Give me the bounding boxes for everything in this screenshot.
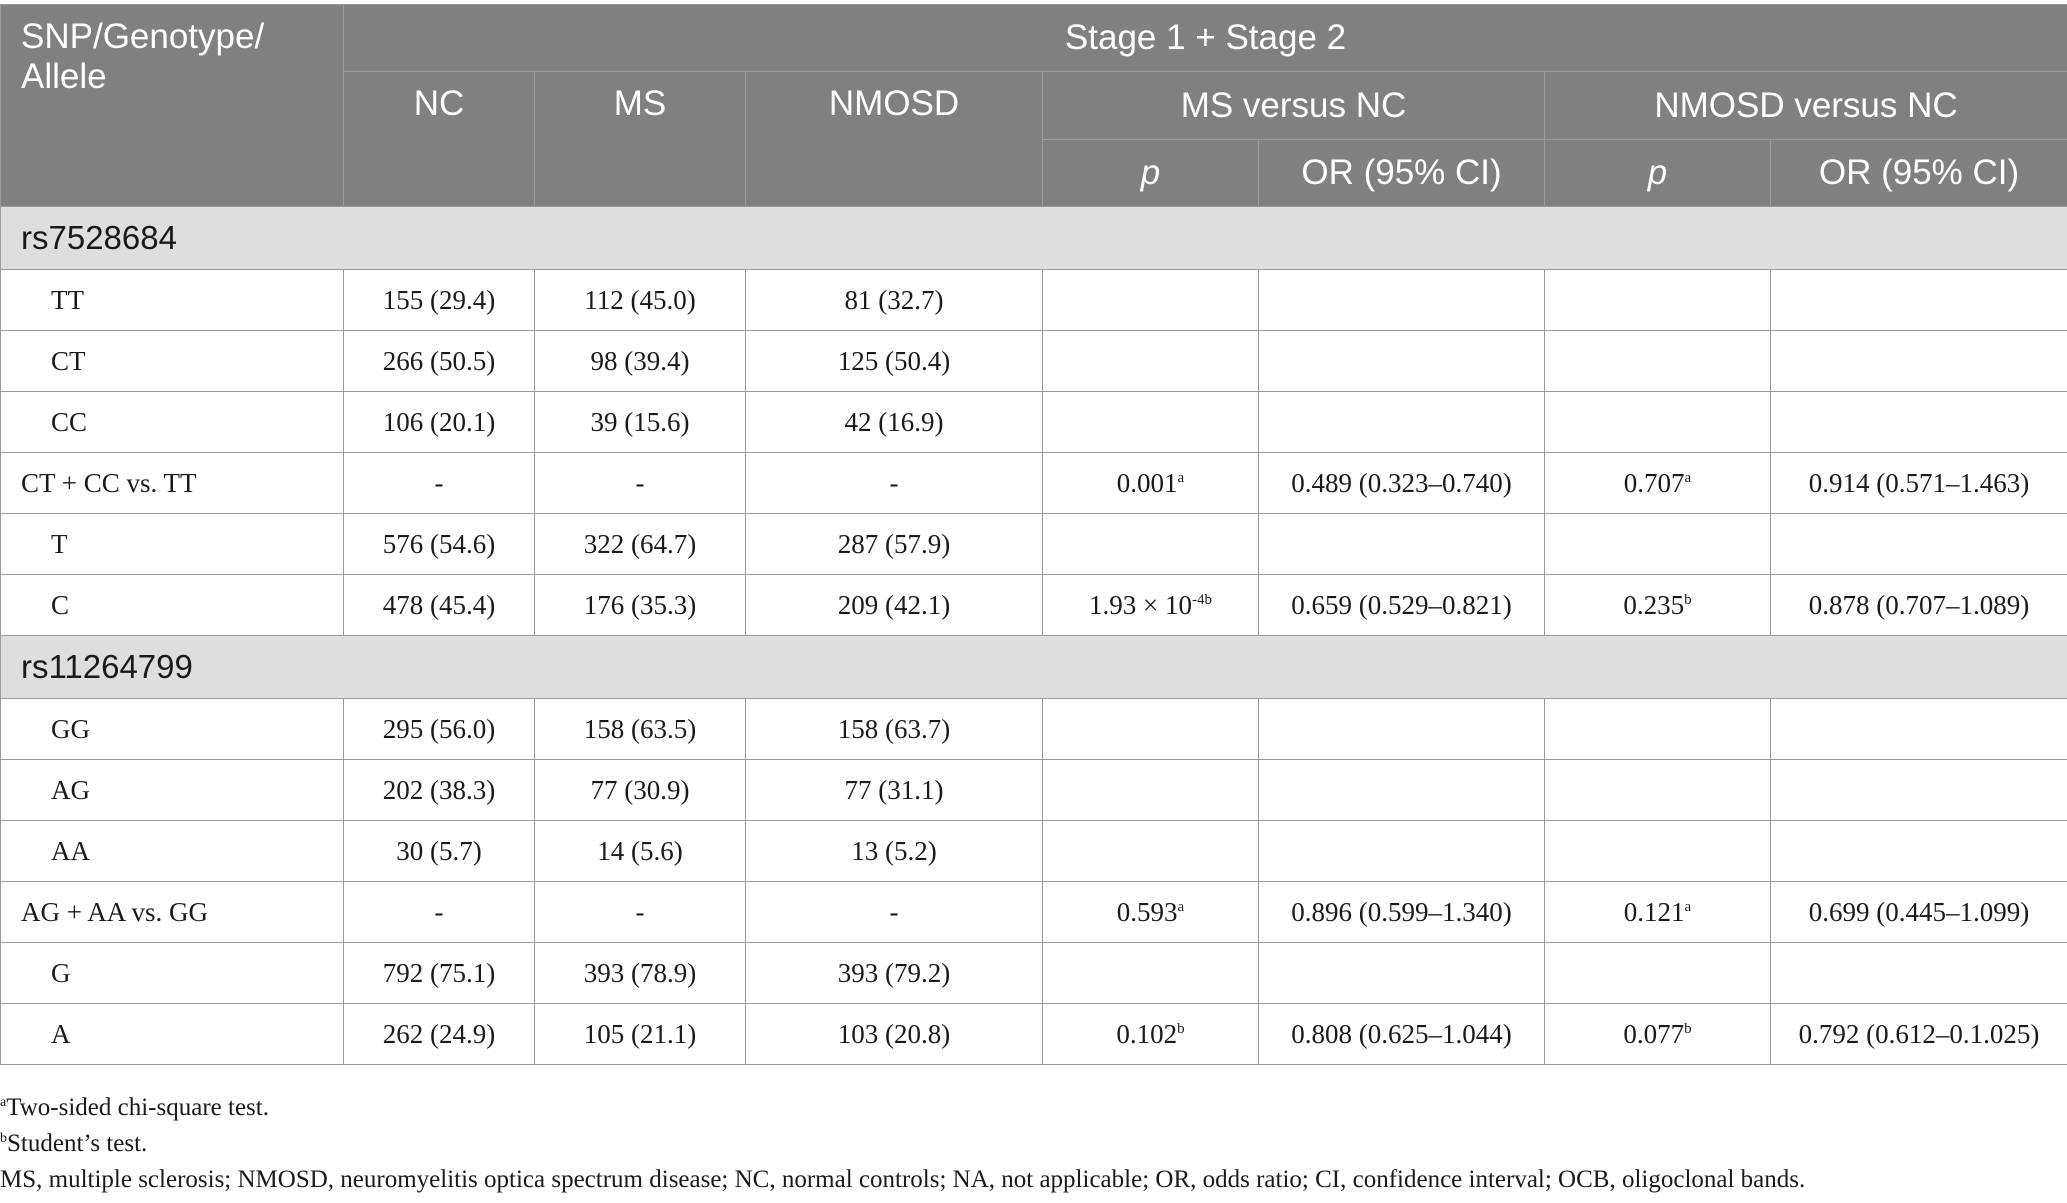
snp-name: rs11264799 <box>1 636 2067 699</box>
cell-ms-p <box>1043 392 1259 453</box>
cell-ms: 39 (15.6) <box>535 392 746 453</box>
table-row <box>1 760 2067 821</box>
cell-nmosd-p <box>1545 392 1771 453</box>
cell-nc: 266 (50.5) <box>344 331 535 392</box>
cell-nmosd-p: 0.121$^a$ <box>1545 882 1771 943</box>
cell-nmosd-or: 0.914 (0.571–1.463) <box>1771 453 2067 514</box>
cell-nc: 155 (29.4) <box>344 270 535 331</box>
row-label: TT <box>1 270 344 331</box>
cell-nmosd: 125 (50.4) <box>746 331 1043 392</box>
cell-nc: 478 (45.4) <box>344 575 535 636</box>
snp-section-row <box>1 207 2067 270</box>
cell-nmosd: 103 (20.8) <box>746 1004 1043 1065</box>
table-row <box>1 1004 2067 1065</box>
cell-ms: 112 (45.0) <box>535 270 746 331</box>
cell-nmosd-p <box>1545 331 1771 392</box>
header-nmosd-or: OR (95% CI) <box>1771 140 2067 207</box>
cell-ms-or <box>1259 514 1545 575</box>
row-label: AG <box>1 760 344 821</box>
cell-nmosd-p <box>1545 699 1771 760</box>
cell-ms-p: 0.001$^a$ <box>1043 453 1259 514</box>
cell-ms-or <box>1259 943 1545 1004</box>
header-snp-genotype-allele: SNP/Genotype/ Allele <box>1 5 344 207</box>
cell-nmosd-or <box>1771 331 2067 392</box>
header-nc: NC <box>344 72 535 207</box>
cell-nc: 202 (38.3) <box>344 760 535 821</box>
cell-nmosd-or <box>1771 821 2067 882</box>
cell-ms: 98 (39.4) <box>535 331 746 392</box>
row-label: G <box>1 943 344 1004</box>
table-row <box>1 453 2067 514</box>
cell-nc: - <box>344 453 535 514</box>
cell-nmosd-or: 0.699 (0.445–1.099) <box>1771 882 2067 943</box>
footnote-a: $^a$Two-sided chi-square test. <box>0 1094 269 1121</box>
cell-ms-or <box>1259 392 1545 453</box>
row-label: GG <box>1 699 344 760</box>
cell-nmosd-or <box>1771 514 2067 575</box>
cell-nc: 576 (54.6) <box>344 514 535 575</box>
header-ms-p: p <box>1043 140 1259 207</box>
row-label: AG + AA vs. GG <box>1 882 344 943</box>
header-nmosd: NMOSD <box>746 72 1043 207</box>
cell-ms: 14 (5.6) <box>535 821 746 882</box>
table-row <box>1 882 2067 943</box>
cell-nmosd-p: 0.235$^b$ <box>1545 575 1771 636</box>
cell-ms-p <box>1043 514 1259 575</box>
row-label: A <box>1 1004 344 1065</box>
table-row <box>1 392 2067 453</box>
header-ms-or: OR (95% CI) <box>1259 140 1545 207</box>
cell-nmosd: 13 (5.2) <box>746 821 1043 882</box>
table-row <box>1 699 2067 760</box>
row-label: AA <box>1 821 344 882</box>
genotype-association-table <box>0 4 2067 1065</box>
cell-ms-or: 0.489 (0.323–0.740) <box>1259 453 1545 514</box>
cell-nmosd-or <box>1771 699 2067 760</box>
row-label: CT + CC vs. TT <box>1 453 344 514</box>
cell-ms-or: 0.808 (0.625–1.044) <box>1259 1004 1545 1065</box>
cell-ms-or <box>1259 699 1545 760</box>
cell-nc: 262 (24.9) <box>344 1004 535 1065</box>
header-nmosd-versus-nc: NMOSD versus NC <box>1545 72 2067 140</box>
cell-nmosd: - <box>746 453 1043 514</box>
cell-ms: 322 (64.7) <box>535 514 746 575</box>
row-label: CT <box>1 331 344 392</box>
cell-ms-p <box>1043 821 1259 882</box>
table-row <box>1 575 2067 636</box>
cell-ms-p <box>1043 943 1259 1004</box>
cell-nmosd-p <box>1545 760 1771 821</box>
row-label: C <box>1 575 344 636</box>
footnote-b: $^b$Student’s test. <box>0 1130 148 1157</box>
cell-nmosd: 77 (31.1) <box>746 760 1043 821</box>
header-stage-group: Stage 1 + Stage 2 <box>344 5 2067 72</box>
cell-ms: 158 (63.5) <box>535 699 746 760</box>
cell-nc: 792 (75.1) <box>344 943 535 1004</box>
cell-nmosd: - <box>746 882 1043 943</box>
header-ms: MS <box>535 72 746 207</box>
table-body <box>1 207 2067 1065</box>
cell-nmosd: 81 (32.7) <box>746 270 1043 331</box>
cell-ms: 105 (21.1) <box>535 1004 746 1065</box>
header-nmosd-p: p <box>1545 140 1771 207</box>
cell-ms-p <box>1043 699 1259 760</box>
table-row <box>1 943 2067 1004</box>
table-row <box>1 821 2067 882</box>
table-row <box>1 331 2067 392</box>
footnotes <box>0 1090 1805 1198</box>
cell-ms: 176 (35.3) <box>535 575 746 636</box>
cell-nmosd-p <box>1545 514 1771 575</box>
cell-nmosd-p <box>1545 821 1771 882</box>
cell-nc: 106 (20.1) <box>344 392 535 453</box>
cell-ms-or: 0.659 (0.529–0.821) <box>1259 575 1545 636</box>
cell-ms-p <box>1043 270 1259 331</box>
cell-ms: 77 (30.9) <box>535 760 746 821</box>
cell-ms-or: 0.896 (0.599–1.340) <box>1259 882 1545 943</box>
header-ms-versus-nc: MS versus NC <box>1043 72 1545 140</box>
snp-section-row <box>1 636 2067 699</box>
cell-nmosd-or <box>1771 760 2067 821</box>
table-row <box>1 514 2067 575</box>
cell-nmosd: 209 (42.1) <box>746 575 1043 636</box>
cell-nc: - <box>344 882 535 943</box>
cell-ms-p: 0.593$^a$ <box>1043 882 1259 943</box>
cell-ms-or <box>1259 270 1545 331</box>
cell-nmosd: 158 (63.7) <box>746 699 1043 760</box>
table-row <box>1 270 2067 331</box>
cell-ms-or <box>1259 331 1545 392</box>
cell-nmosd: 42 (16.9) <box>746 392 1043 453</box>
row-label: CC <box>1 392 344 453</box>
cell-nmosd: 393 (79.2) <box>746 943 1043 1004</box>
cell-nc: 30 (5.7) <box>344 821 535 882</box>
cell-ms-p <box>1043 760 1259 821</box>
cell-ms-p <box>1043 331 1259 392</box>
cell-nmosd: 287 (57.9) <box>746 514 1043 575</box>
results-table-container <box>0 4 2067 1065</box>
cell-ms: - <box>535 882 746 943</box>
cell-ms-p: $1.93 \times 10^{-4b}$ <box>1043 575 1259 636</box>
cell-nmosd-p <box>1545 270 1771 331</box>
cell-ms: 393 (78.9) <box>535 943 746 1004</box>
cell-nmosd-or <box>1771 270 2067 331</box>
cell-ms: - <box>535 453 746 514</box>
cell-nmosd-p <box>1545 943 1771 1004</box>
cell-nmosd-or <box>1771 392 2067 453</box>
snp-name: rs7528684 <box>1 207 2067 270</box>
cell-nmosd-or <box>1771 943 2067 1004</box>
row-label: T <box>1 514 344 575</box>
table-header <box>1 5 2067 207</box>
cell-nmosd-or: 0.878 (0.707–1.089) <box>1771 575 2067 636</box>
cell-nmosd-or: 0.792 (0.612–0.1.025) <box>1771 1004 2067 1065</box>
cell-ms-or <box>1259 821 1545 882</box>
cell-ms-p: 0.102$^b$ <box>1043 1004 1259 1065</box>
cell-nc: 295 (56.0) <box>344 699 535 760</box>
cell-ms-or <box>1259 760 1545 821</box>
cell-nmosd-p: 0.707$^a$ <box>1545 453 1771 514</box>
footnote-abbreviations: MS, multiple sclerosis; NMOSD, neuromyelitis optica spectrum disease; NC, normal controls; NA, not applicable; OR, odds ratio; CI, confidence interval; OCB, oligoclonal bands. <box>0 1166 1806 1193</box>
cell-nmosd-p: 0.077$^b$ <box>1545 1004 1771 1065</box>
